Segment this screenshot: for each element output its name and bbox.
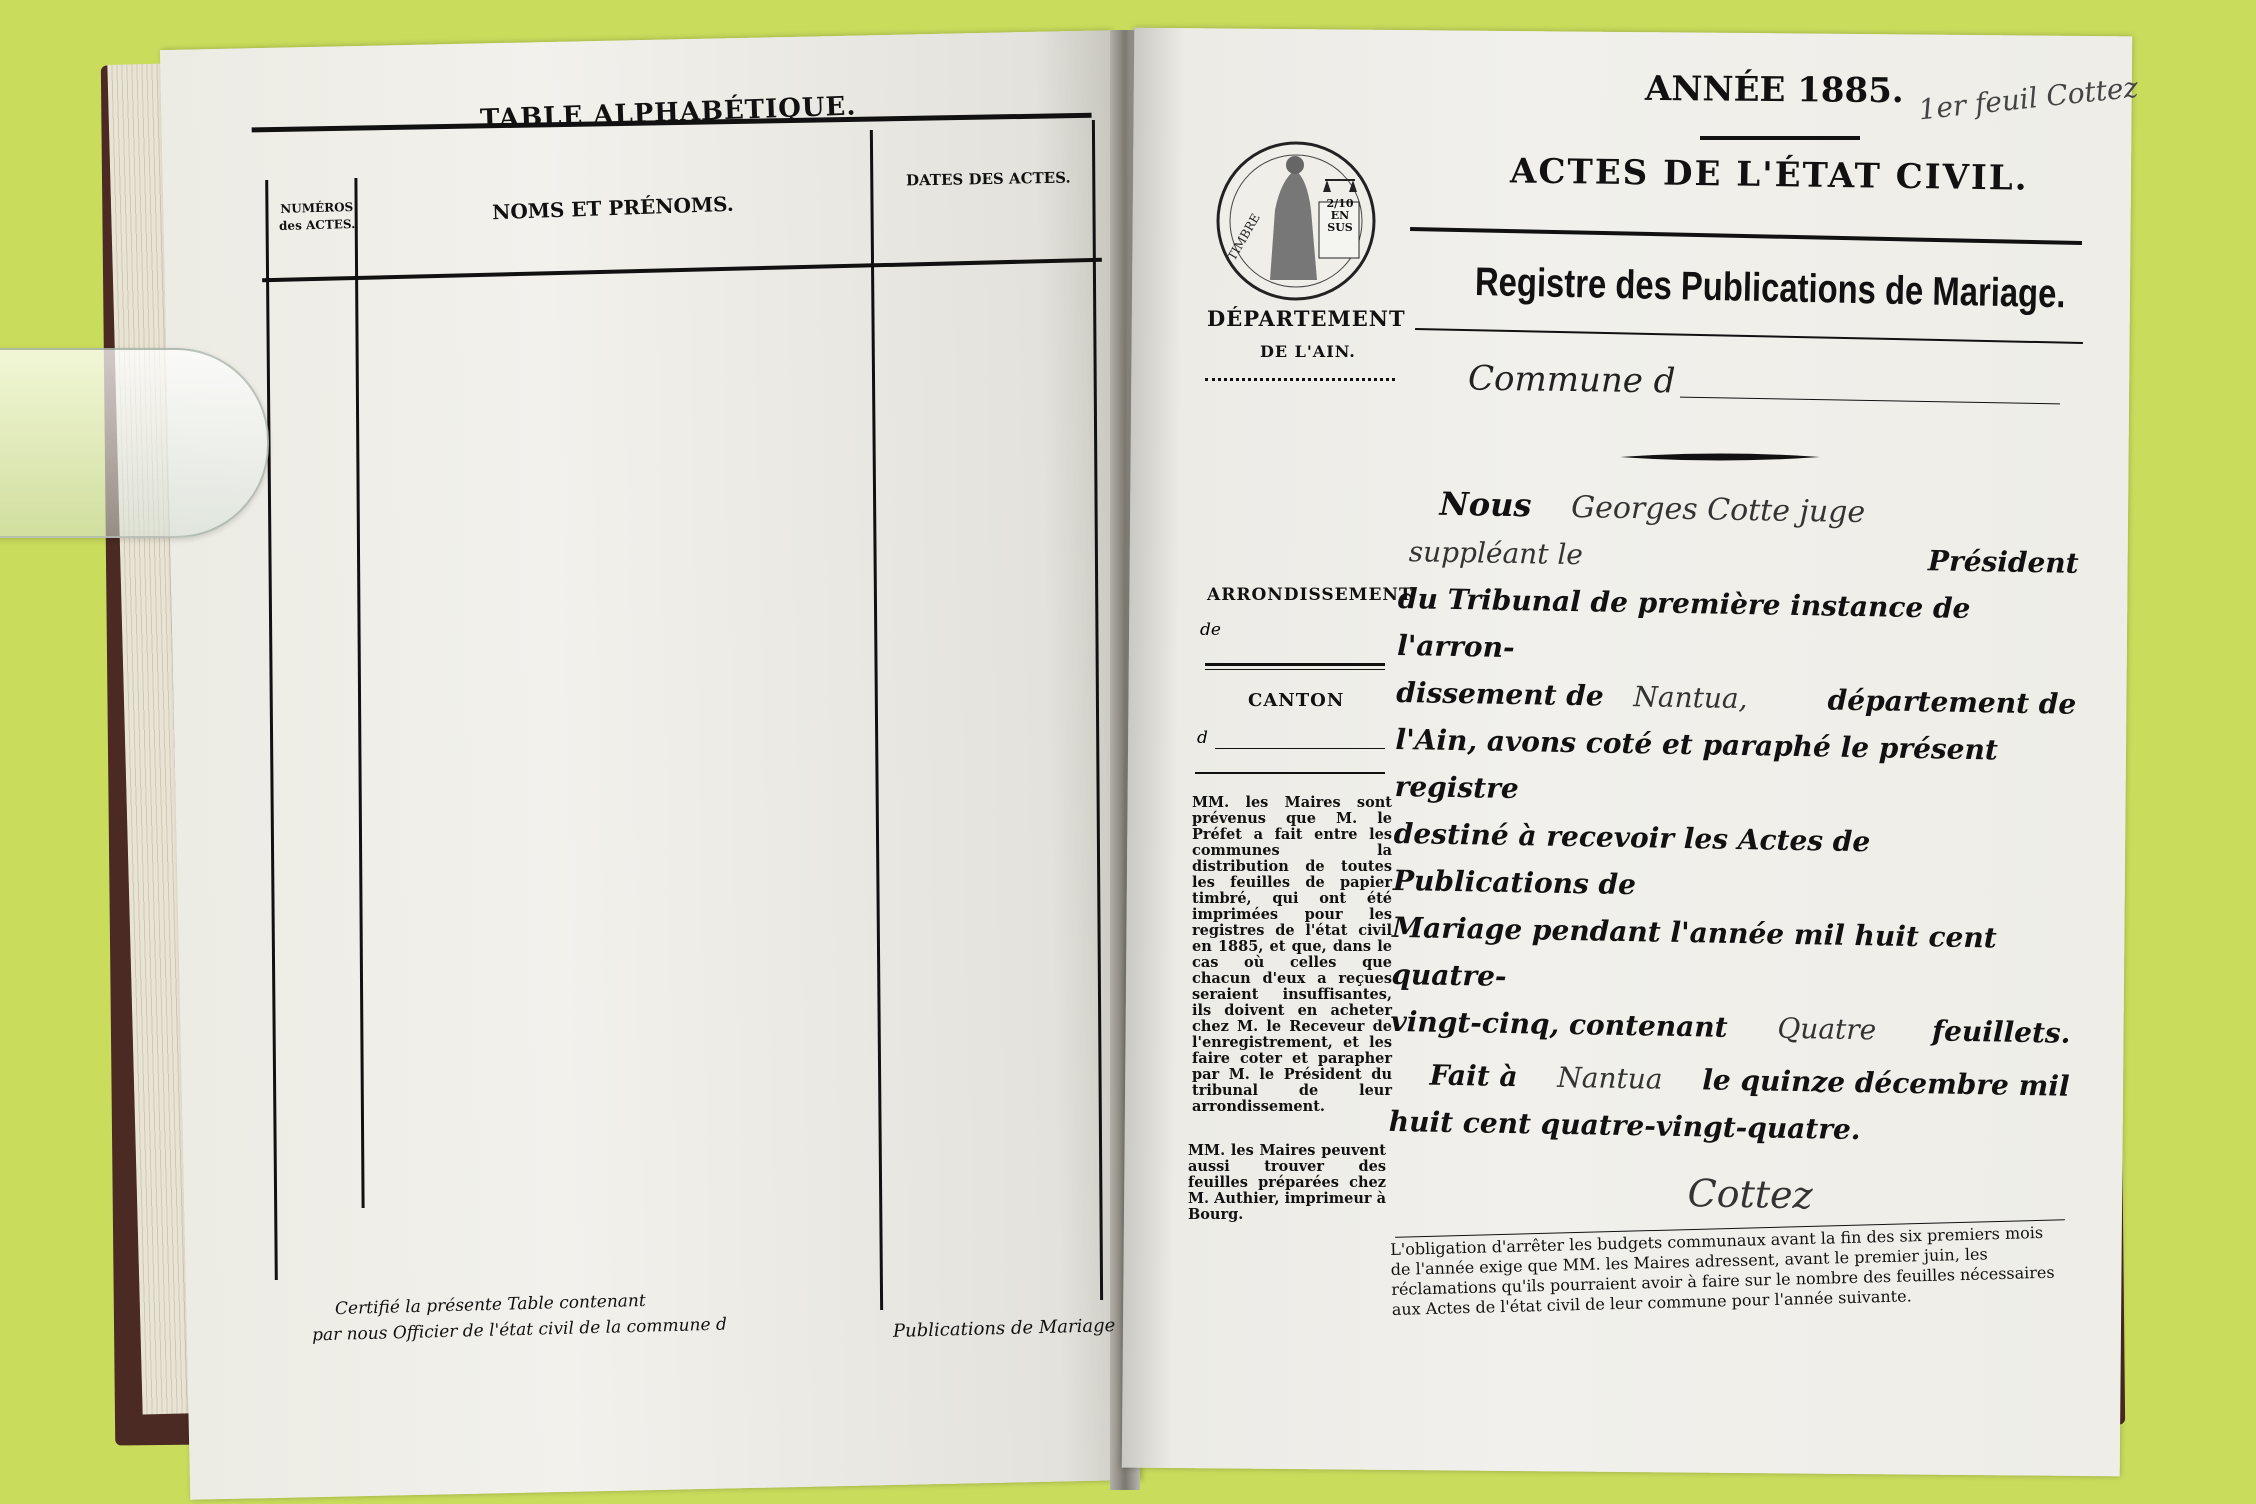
tribunal-line: du Tribunal de première instance de l'arron- [1396, 581, 1971, 665]
mariage-line: Mariage pendant l'année mil huit cent quatre- [1391, 910, 1997, 993]
column-header-dates: DATES DES ACTES. [905, 168, 1071, 190]
canton-label: CANTON [1248, 690, 1345, 711]
left-footer-publications: Publications de Mariage [892, 1315, 1116, 1342]
sidebar-rule [1205, 378, 1395, 381]
index-table-frame [252, 113, 1113, 1322]
canton-blank-line [1215, 748, 1385, 749]
commune-label: Commune d [1467, 358, 1676, 402]
bookmark-tab[interactable] [0, 348, 269, 538]
handwritten-quatre: Quatre [1777, 1011, 1877, 1047]
main-declaration [1387, 480, 2080, 1227]
nous-word: Nous [1439, 484, 1532, 525]
arrondissement-rule-2 [1205, 669, 1385, 670]
dissement-text: dissement de [1396, 675, 1604, 713]
column-header-numeros: NUMÉROS des ACTES. [278, 200, 356, 233]
arrondissement-de: de [1200, 620, 1221, 640]
ornament-rule [1700, 136, 1860, 140]
president-word: Président [1927, 544, 2079, 580]
canton-d: d [1197, 728, 1208, 748]
handwritten-name: Georges Cotte juge [1570, 489, 1866, 531]
seal-label: TIMBRE [1224, 211, 1263, 263]
footer-note: L'obligation d'arrêter les budgets communaux avant la fin des six premiers mois de l'année exige que MM. les Maires adressent, avant le premier juin, les réclamations qu'ils pourraient avoir à faire sur le nombre des feuilles nécessaires aux Actes de l'état civil de leur commune pour l'année suivante. [1390, 1222, 2055, 1319]
handwritten-suppleant: suppléant le [1408, 535, 1584, 572]
arrondissement-rule [1205, 663, 1385, 666]
left-footer-certification: Certifié la présente Table contenant [334, 1290, 646, 1320]
handwritten-nantua-2: Nantua [1557, 1060, 1663, 1096]
canton-rule [1195, 772, 1385, 774]
left-page-title: TABLE ALPHABÉTIQUE. [479, 91, 857, 135]
signature-text: Cottez [1687, 1171, 1813, 1218]
departement-text: département de [1827, 683, 2077, 721]
departement-label: DÉPARTEMENT [1207, 306, 1406, 331]
year-heading: ANNÉE 1885. [1644, 68, 1904, 112]
handwritten-nantua: Nantua, [1633, 680, 1748, 716]
actes-title: ACTES DE L'ÉTAT CIVIL. [1509, 151, 2029, 199]
huit-line: huit cent quatre-vingt-quatre. [1388, 1104, 1861, 1147]
ornament-divider [1620, 452, 1820, 462]
column-header-noms: NOMS ET PRÉNOMS. [491, 191, 735, 225]
vingt-text: vingt-cinq, contenant [1390, 1004, 1728, 1044]
registre-title: Registre des Publications de Mariage. [1474, 260, 2066, 317]
notice-maires: MM. les Maires sont prévenus que M. le Préfet a fait entre les communes la distribution de toutes les feuilles de papier timbré, qui ont été imprimées pour les registres de l'état civil en 1885, et que, dans le cas où celles que chacun d'eux a reçues seraient insuffisantes, ils doivent en acheter chez M. le Receveur de l'enregistrement, et les faire coter et parapher par M. le Président du tribunal de leur arrondissement. [1192, 794, 1392, 1115]
ain-line: l'Ain, avons coté et paraphé le présent registre [1394, 722, 1999, 806]
fait-a-text: Fait à [1429, 1058, 1518, 1094]
destine-line: destiné à recevoir les Actes de Publications de [1392, 816, 1871, 902]
quinze-text: le quinze décembre mil [1702, 1063, 2070, 1103]
notice-imprimeur: MM. les Maires peuvent aussi trouver des feuilles préparées chez M. Authier, imprimeur à Bourg. [1188, 1142, 1386, 1223]
left-footer-officer: par nous Officier de l'état civil de la commune d [311, 1314, 728, 1346]
departement-name: DE L'AIN. [1260, 342, 1356, 361]
feuillets-text: feuillets. [1931, 1014, 2071, 1050]
arrondissement-label: ARRONDISSEMENT [1207, 585, 1413, 605]
handwritten-annotation: 1er feuil Cottez [1916, 70, 2140, 127]
seal-value: 2/10 EN SUS [1326, 197, 1354, 234]
